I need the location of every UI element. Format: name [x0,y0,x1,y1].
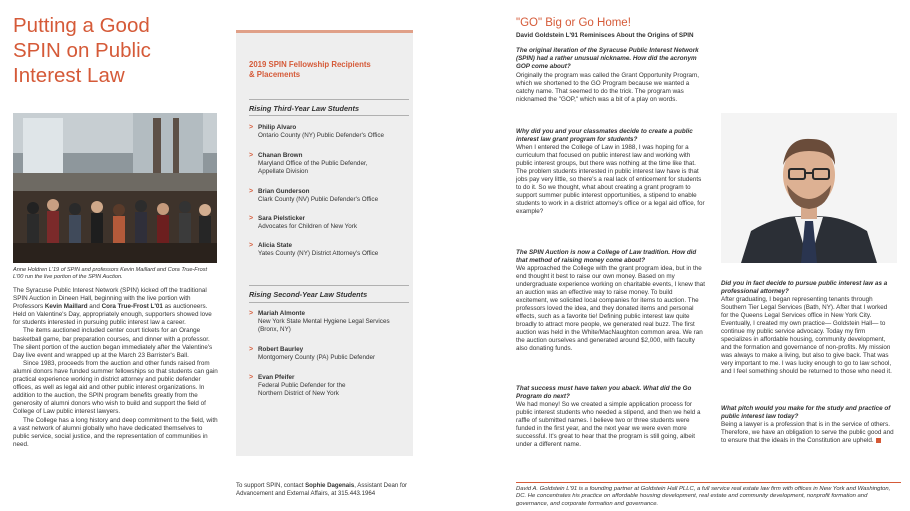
auction-photo-image [13,113,217,263]
interview-question-6: What pitch would you make for the study and practice of public interest law today? [721,405,891,420]
recipient-placement: (Bronx, NY) [258,325,291,333]
bio-divider [516,482,901,483]
recipient-placement: New York State Mental Hygiene Legal Services [258,317,390,325]
recipient-name: Robert Baurley [258,346,304,353]
sidebar-title-line-1: 2019 SPIN Fellowship Recipients [249,60,371,69]
recipient-name: Evan Pfeifer [258,374,295,381]
third-year-heading: Rising Third-Year Law Students [249,104,360,113]
recipient-placement: Federal Public Defender for the [258,381,346,389]
page-title [13,13,218,88]
paragraph-1-text-a: The Syracuse Public Interest Network (SPIN) kicked off the traditional SPIN Auction in Dineen Hall, beginning with the live portion with Professors [13,287,207,311]
author-bio: David A. Goldstein L'91 is a founding partner at Goldstein Hall PLLC, a full service real estate law firm with offices in New York and Washington, DC. He concentrates his practice on affordable housing development, real estate and community development, nonprofit formation and governance, and corporate formation and governance. [516,486,891,507]
interview-question-2: Why did you and your classmates decide to create a public interest law grant program for students? [516,128,693,143]
professor-name-1: Kevin Maillard [44,303,88,311]
interview-answer-3: We approached the College with the grant program idea, but in the end thought it best to raise our own money. Based on my undergraduate experience working on charitable events, I knew that an auction was an effective way to raise money. To build excitement, we solicited local companies for items to auction. The professors loved the idea, and they donated items and personal effects, such as a favorite tie! Defining public interest law quite broadly to attract more people, we generated real buzz. The first auction was held in the White/MacNaughton common area. We ran the auction ourselves and generated around $2,000, with faculty also donating funds. [516,265,706,352]
interview-question-5: Did you in fact decide to pursue public interest law as a professional attorney? [721,280,888,295]
interview-title: "GO" Big or Go Home! [516,17,631,29]
chevron-right-icon: > [249,310,254,317]
chevron-right-icon: > [249,346,254,353]
recipient-placement: Ontario County (NY) Public Defender's Office [258,131,385,139]
interview-answer-4: We had money! So we created a simple application process for public interest students who needed a stipend, and then we held a raffle of submitted names. I believe two or three students were funded in the first year, and the next year we were even more successful. It's great to hear that the program is still going, albeit under a different name. [516,401,701,448]
recipient-item [249,215,411,231]
title-line-3: Interest Law [13,64,125,87]
recipient-item [249,346,411,362]
chevron-right-icon: > [249,124,254,131]
interview-answer-1: Originally the program was called the Grant Opportunity Program, which we shortened to the GO Program because we wanted a catchy name. That seemed to do the trick. The program was nicknamed the "GOP," which was a bit of a play on words. [516,72,700,103]
support-text-a: To support SPIN, contact [236,482,306,489]
paragraph-1 [13,287,218,327]
interview-answer-6-text: Being a lawyer is a profession that is in the service of others. Therefore, we have an obligation to serve the public good and to ensure that the ideals in the Constitution are upheld. [721,421,894,444]
chevron-right-icon: > [249,242,254,249]
recipient-name: Sara Pielsticker [258,215,305,222]
recipient-item [249,152,411,175]
chevron-right-icon: > [249,152,254,159]
interview-answer-5: After graduating, I began representing tenants through Southern Tier Legal Services (Bath, NY). After that I worked for the Queens Legal Services office in New York City. Eventually, I created my own practice— Goldstein Hall— to continue my public service advocacy. Today my firm specializes in affordable housing, community development, and the formation and governance of non-profits. My mission was always to make a living, but also to give back. That was very important to me. I was lucky enough to go to law school, and I feel something should be returned to those who need it. [721,296,892,375]
chevron-right-icon: > [249,374,254,381]
sidebar-title-line-2: & Placements [249,69,301,79]
paragraph-2: The items auctioned included center court tickets for an Orange basketball game, bar preparation courses, and dinner with a professor. The silent portion of the auction began immediately after the Valentine's Day live event and wrapped up at the March 23 Barrister's Ball. [13,327,213,359]
recipient-item [249,124,411,140]
contact-name: Sophie Dagenais [305,482,355,489]
portrait-image [721,113,897,263]
support-contact-note [236,482,416,498]
recipient-placement: Northern District of New York [258,389,339,397]
paragraph-3: Since 1983, proceeds from the auction and other funds raised from alumni donors have funded summer fellowships so that students can gain practical experience working in district attorney and public defender offices, as well as legal aid and other public interest organizations. In addition to the auction, the SPIN program benefits greatly from the generosity of alumni donors who wish to build and support the field of College of Law public interest lawyers. [13,359,218,416]
paragraph-1-and: and [87,303,102,311]
recipient-name: Chanan Brown [258,152,303,159]
sidebar-divider [249,302,409,303]
sidebar-divider [249,99,409,100]
recipient-item [249,310,411,333]
paragraph-4: The College has a long history and deep commitment to the field, with a vast network of alumni globally who have dedicated themselves to public service, social justice, and the representation of communities in need. [13,416,218,448]
end-mark-icon [876,438,881,443]
chevron-right-icon: > [249,188,254,195]
title-line-2: SPIN on Public [13,39,151,62]
auction-photo [13,113,217,263]
interview-question-4: That success must have taken you aback. What did the Go Program do next? [516,385,692,400]
interview-answer-2: When I entered the College of Law in 1988, I was hoping for a curriculum that focused on public interest law and working with public interest groups, but there was nothing at the time like that. The problem students interested in public interest law have is that jobs pay very little, so there's a real lack of enticement for students to do it. So we thought, what about creating a grant program to support summer public interest opportunities, a stipend to enable students to work in a district attorney's office or a legal aid office, for example? [516,144,705,215]
recipient-placement: Appellate Division [258,167,309,175]
article-body [13,287,218,449]
recipient-name: Mariah Almonte [258,310,305,317]
recipient-item [249,242,411,258]
support-text-b: , Assistant Dean for Advancement and External Affairs, at 315.443.1964 [236,482,408,497]
recipient-item [249,374,411,397]
sidebar-divider [249,115,409,116]
paragraph-1-text-b: as auctioneers. Held on Valentine's Day, appropriately enough, supporters showed love for students interested in pursuing public interest law a career. [13,303,212,327]
second-year-heading: Rising Second-Year Law Students [249,290,368,299]
chevron-right-icon: > [249,215,254,222]
sidebar-title [249,60,409,79]
title-line-1: Putting a Good [13,14,150,37]
photo-caption: Anne Holdren L'19 of SPIN and professors Kevin Maillard and Cora True-Frost L'00 run the live portion of the SPIN Auction. [13,267,208,280]
interview-subtitle: David Goldstein L'91 Reminisces About the Origins of SPIN [516,32,694,39]
portrait-photo [721,113,897,263]
recipient-placement: Yates County (NY) District Attorney's Office [258,249,379,257]
interview-question-1: The original iteration of the Syracuse Public Interest Network (SPIN) had a rather unusual nickname. How did the acronym GOP come about? [516,47,699,70]
recipient-placement: Maryland Office of the Public Defender, [258,159,368,167]
recipient-placement: Clark County (NV) Public Defender's Office [258,195,379,203]
recipient-item [249,188,411,204]
interview-answer-6 [721,421,896,445]
recipient-placement: Montgomery County (PA) Public Defender [258,353,376,361]
recipient-name: Philip Alvaro [258,124,297,131]
recipient-name: Alicia State [258,242,292,249]
sidebar-top-rule [236,30,413,33]
recipient-placement: Advocates for Children of New York [258,222,358,230]
recipient-name: Brian Gunderson [258,188,310,195]
sidebar-divider [249,285,409,286]
interview-question-3: The SPIN Auction is now a College of Law tradition. How did that method of raising money come about? [516,249,697,264]
professor-name-2: Cora True-Frost L'01 [101,303,163,311]
